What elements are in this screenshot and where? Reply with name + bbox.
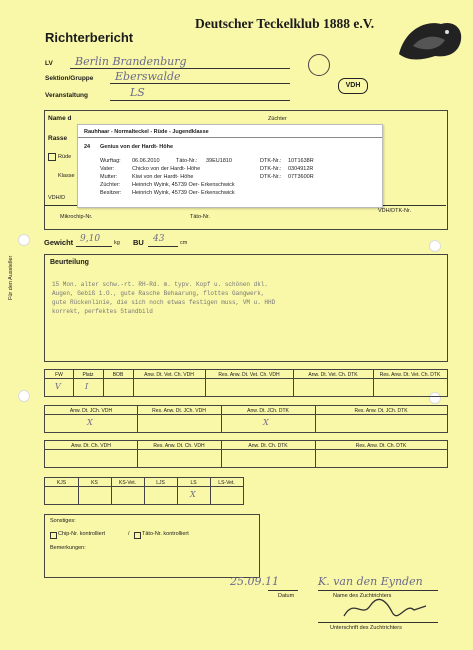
besitzer-value: Heinrich Wyink, 45739 Oer- Erkenschwick [132, 190, 235, 196]
results-table-2 [44, 405, 448, 433]
punch-hole [18, 234, 30, 246]
vater-label: Vater: [100, 166, 115, 172]
aussteller-side-note: Für den Aussteller [8, 255, 14, 300]
wurftag-value: 06.06.2010 [132, 158, 160, 164]
sonstiges-label: Sonstiges: [50, 518, 76, 524]
card-taeto-value: 39EU1810 [206, 158, 232, 164]
platz-header: Platz [82, 372, 94, 378]
anw-vet-dtk-header: Anw. Dt. Vet. Ch. DTK [308, 372, 358, 378]
platz-value: I [85, 382, 89, 391]
mikrochip-label: Mikrochip-Nr. [60, 214, 93, 220]
ls-value: X [190, 490, 196, 499]
mutter-dtk-value: 07T3600R [288, 174, 314, 180]
res-anw-jch-dtk-header: Res. Anw. Dt. JCh. DTK [354, 408, 408, 414]
ecc-seal-icon [308, 54, 330, 76]
form-title: Richterbericht [45, 30, 134, 45]
ljs-header: LJS [156, 480, 165, 486]
kg-unit: kg [114, 240, 120, 246]
anw-ch-dtk-header: Anw. Dt. Ch. DTK [248, 443, 288, 449]
dog-label-card [77, 124, 383, 208]
anw-ch-vdh-header: Anw. Dt. Ch. VDH [71, 443, 111, 449]
form-page: Richterbericht Deutscher Teckelklub 1888 e.V. VDH LV Berlin Brandenburg Sektion/Gruppe Eberswalde Veranstaltung LS Name d Rasse Rüde Klasse VDH/D Züchter VDH/DTK-Nr. Mikrochip-Nr. Täto-Nr. Rauhhaar - Normalteckel - Rüde - Jugendklasse 24 Genius von der Hardt- Höhe Wurftag: 06.06.2010 Täto-Nr.: 39EU1810 DTK-Nr.: 10T1638R Vater: Chicko von der Hardt- Höhe DTK-Nr.: 0304912R Mutter: Kiwi von der Hardt- Höhe DTK-Nr.: 07T3600R Züchter: Heinrich Wyink, 45739 Oer- Erkenschwick Besitzer: Heinrich Wyink, 45739 Oer- Erkenschwick Gewicht 9,10 kg BU 43 cm Beurteilung 15 Mon. alter schw.-rt. RH-Rd. m. typv. Kopf u. schönen dkl. Augen, Gebiß 1.O., gute Rasche Behaarung, flottes Gangwerk, gute Rückenlinie, die sich noch etwas festigen muss, VM u. HHD korrekt, perfektes Standbild Für den Aussteller FW Platz BOB Anw. Dt. Vet. Ch. VDH Res. Anw. Dt. Vet. Ch. VDH Anw. Dt. Vet. Ch. DTK Res. Anw. Dt. Vet. Ch. DTK V I Anw. Dt. JCh. VDH Res. Anw. Dt. JCh. VDH Anw. Dt. JCh. DTK Res. Anw. Dt. JCh. DTK X X Anw. Dt. Ch. VDH Res. Anw. Dt. Ch. VDH Anw. Dt. Ch. DTK Res. Anw. Dt. Ch. DTK KJS KS KS-Vet. LJS LS LS-Vet. X Sonstiges: Chip-Nr. kontrolliert / Täto-Nr. kontrolliert Bemerkungen: 25.09.11 K. van den Eynden Datum Name des Zuchtrichters Unterschrift des Zuchtrichters [0, 0, 473, 650]
club-name: Deutscher Teckelklub 1888 e.V. [195, 16, 375, 31]
card-heading: Rauhhaar - Normalteckel - Rüde - Jugendklasse [84, 129, 209, 135]
anw-jch-dtk-value: X [263, 418, 269, 427]
signature [340, 596, 430, 622]
results-table-1 [44, 369, 448, 397]
mutter-dtk-label: DTK-Nr.: [260, 174, 282, 180]
date-value: 25.09.11 [230, 575, 279, 588]
card-taeto-label: Täto-Nr.: [176, 158, 198, 164]
judge-name-value: K. van den Eynden [318, 575, 423, 588]
beurteilung-line-2: Augen, Gebiß 1.O., gute Rasche Behaarung, flottes Gangwerk, [52, 290, 265, 297]
anw-jch-dtk-header: Anw. Dt. JCh. DTK [247, 408, 289, 414]
dachshund-logo [395, 10, 467, 68]
unterschrift-label: Unterschrift des Zuchtrichters [330, 625, 402, 631]
beurteilung-line-1: 15 Mon. alter schw.-rt. RH-Rd. m. typv. Kopf u. schönen dkl. [52, 281, 269, 288]
fw-header: FW [55, 372, 63, 378]
veranstaltung-value: LS [130, 86, 145, 99]
bemerkungen-label: Bemerkungen: [50, 545, 86, 551]
name-label: Name d [48, 115, 72, 122]
mutter-value: Kiwi von der Hardt- Höhe [132, 174, 194, 180]
kjs-header: KJS [56, 480, 67, 486]
punch-hole [429, 240, 441, 252]
ruede-checkbox[interactable] [48, 153, 56, 161]
fw-value: V [55, 382, 61, 391]
rasse-label: Rasse [48, 135, 68, 142]
taeto-label: Täto-Nr. [190, 214, 210, 220]
cm-unit: cm [180, 240, 188, 246]
card-number: 24 [84, 144, 91, 150]
taeto-checkbox[interactable] [134, 532, 141, 539]
vdh-dtk-label: VDH/DTK-Nr. [378, 208, 411, 214]
taeto-check-label: Täto-Nr. kontrolliert [142, 531, 189, 537]
beurteilung-line-3: gute Rückenlinie, die sich noch etwas festigen muss, VM u. HHD [52, 299, 276, 306]
results-table-4 [44, 477, 244, 505]
anw-jch-vdh-header: Anw. Dt. JCh. VDH [69, 408, 113, 414]
card-dog-name: Genius von der Hardt- Höhe [100, 144, 174, 150]
beurteilung-line-4: korrekt, perfektes Standbild [52, 308, 153, 315]
datum-label: Datum [278, 593, 295, 599]
bob-header: BOB [112, 372, 124, 378]
vater-dtk-label: DTK-Nr.: [260, 166, 282, 172]
zuechter-label: Züchter [268, 116, 287, 122]
ks-header: KS [91, 480, 98, 486]
card-dtk-label: DTK-Nr.: [260, 158, 282, 164]
sektion-label: Sektion/Gruppe [45, 75, 94, 82]
card-dtk-value: 10T1638R [288, 158, 314, 164]
judge-name-label: Name des Zuchtrichters [333, 593, 392, 599]
beurteilung-label: Beurteilung [50, 259, 89, 266]
besitzer-label: Besitzer: [100, 190, 122, 196]
card-zuechter-value: Heinrich Wyink, 45739 Oer- Erkenschwick [132, 182, 235, 188]
wurftag-label: Wurftag: [100, 158, 121, 164]
gewicht-label: Gewicht [44, 238, 74, 247]
vdh-logo: VDH [338, 78, 368, 94]
res-anw-jch-vdh-header: Res. Anw. Dt. JCh. VDH [152, 408, 206, 414]
results-table-3 [44, 440, 448, 468]
bu-label: BU [133, 238, 144, 247]
punch-hole [18, 390, 30, 402]
anw-jch-vdh-value: X [87, 418, 93, 427]
vdh-label: VDH/D [48, 195, 66, 201]
klasse-label: Klasse [58, 173, 75, 179]
res-anw-vet-dtk-header: Res. Anw. Dt. Vet. Ch. DTK [379, 372, 441, 378]
res-anw-ch-vdh-header: Res. Anw. Dt. Ch. VDH [153, 443, 205, 449]
vater-value: Chicko von der Hardt- Höhe [132, 166, 201, 172]
res-anw-ch-dtk-header: Res. Anw. Dt. Ch. DTK [355, 443, 407, 449]
vater-dtk-value: 0304912R [288, 166, 314, 172]
lv-label: LV [45, 60, 53, 67]
ls-header: LS [190, 480, 197, 486]
bu-value: 43 [153, 234, 165, 244]
veranstaltung-label: Veranstaltung [45, 92, 88, 99]
ls-vet-header: LS-Vet. [218, 480, 235, 486]
lv-value: Berlin Brandenburg [75, 55, 187, 68]
mutter-label: Mutter: [100, 174, 118, 180]
chip-label: Chip-Nr. kontrolliert [58, 531, 106, 537]
gewicht-value: 9,10 [80, 234, 101, 244]
ruede-label: Rüde [58, 154, 72, 160]
ks-vet-header: KS-Vet. [119, 480, 136, 486]
sektion-value: Eberswalde [115, 70, 181, 83]
chip-checkbox[interactable] [50, 532, 57, 539]
res-anw-vet-vdh-header: Res. Anw. Dt. Vet. Ch. VDH [218, 372, 280, 378]
anw-vet-vdh-header: Anw. Dt. Vet. Ch. VDH [144, 372, 194, 378]
card-zuechter-label: Züchter: [100, 182, 121, 188]
